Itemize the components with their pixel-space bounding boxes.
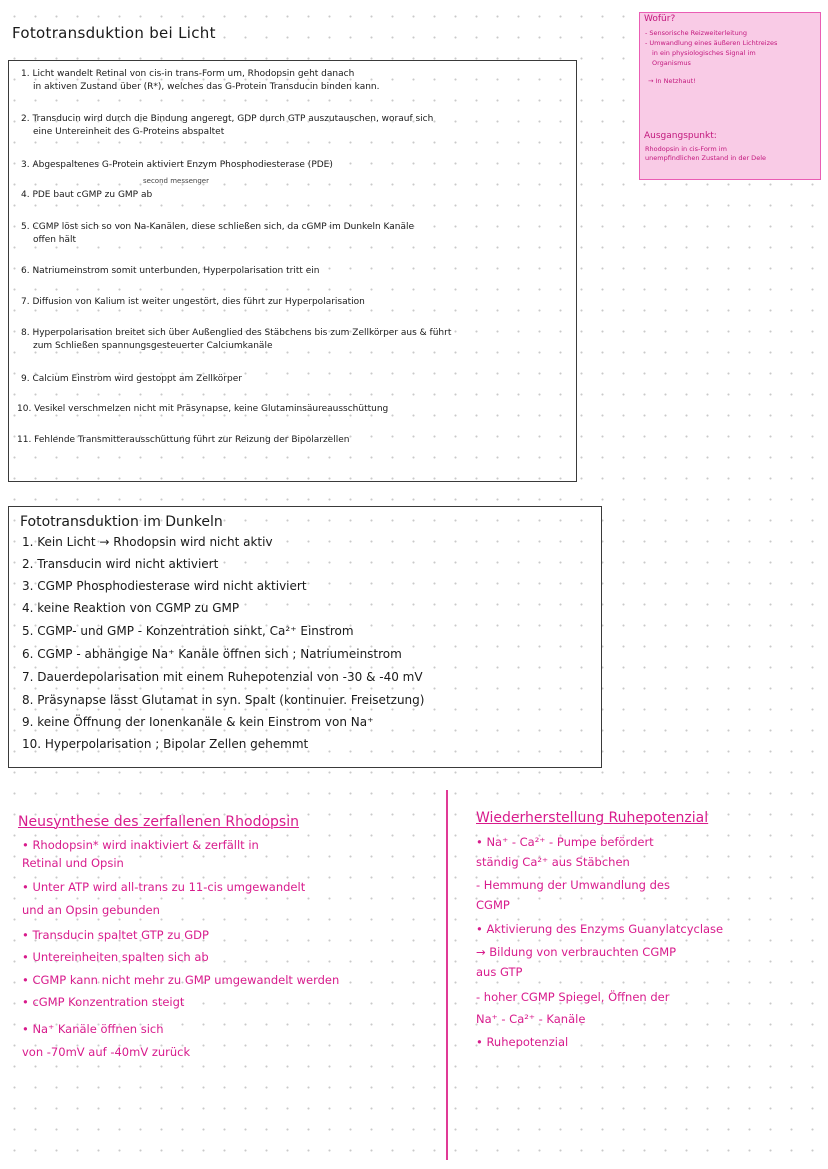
resting-potential-line: → Bildung von verbrauchten CGMP (476, 945, 677, 959)
resting-potential-line: aus GTP (476, 965, 523, 979)
location-note: → In Netzhaut! (648, 77, 696, 85)
dark-step-1: 1. Kein Licht → Rhodopsin wird nicht aktiv (22, 535, 273, 549)
light-step-8: 8. Hyperpolarisation breitet sich über Außenglied des Stäbchens bis zum Zellkörper aus & führt zum Schließen spannungsgesteuerter Calciumkanäle (21, 328, 452, 351)
dark-step-2: 2. Transducin wird nicht aktiviert (22, 557, 219, 571)
resting-potential-line: - Hemmung der Umwandlung des (476, 878, 670, 892)
starting-point-line: Rhodopsin in cis-Form im (645, 145, 727, 153)
resynthesis-line: • CGMP kann nicht mehr zu GMP umgewandelt werden (22, 973, 340, 987)
starting-point-line: unempfindlichen Zustand in der Dele (645, 154, 766, 162)
resynthesis-line: • cGMP Konzentration steigt (22, 995, 185, 1009)
light-step-9: 9. Calcium Einstrom wird gestoppt am Zellkörper (21, 374, 242, 384)
resting-potential-line: ständig Ca²⁺ aus Stäbchen (476, 855, 630, 869)
resynthesis-line: • Untereinheiten spalten sich ab (22, 950, 209, 964)
resting-potential-line: • Aktivierung des Enzyms Guanylatcyclase (476, 922, 724, 936)
dark-step-4: 4. keine Reaktion von CGMP zu GMP (22, 601, 240, 615)
dark-step-6: 6. CGMP - abhängige Na⁺ Kanäle öffnen sich ; Natriumeinstrom (22, 647, 402, 661)
dark-step-8: 8. Präsynapse lässt Glutamat in syn. Spalt (kontinuier. Freisetzung) (22, 693, 425, 707)
resting-potential-line: • Na⁺ - Ca²⁺ - Pumpe befördert (476, 835, 654, 849)
resynthesis-line: Retinal und Opsin (22, 856, 124, 870)
light-step-7: 7. Diffusion von Kalium ist weiter ungestört, dies führt zur Hyperpolarisation (21, 297, 365, 307)
light-section-title: Fototransduktion bei Licht (12, 24, 216, 42)
light-steps-box (8, 60, 577, 482)
dark-step-9: 9. keine Öffnung der Ionenkanäle & kein Einstrom von Na⁺ (22, 715, 374, 729)
purpose-line: in ein physiologisches Signal im (652, 49, 756, 57)
resynthesis-title: Neusynthese des zerfallenen Rhodopsin (18, 814, 299, 830)
resting-potential-line: CGMP (476, 898, 510, 912)
resynthesis-line: • Transducin spaltet GTP zu GDP (22, 928, 209, 942)
resting-potential-line: • Ruhepotenzial (476, 1035, 569, 1049)
light-step-11: 11. Fehlende Transmitterausschüttung führt zur Reizung der Bipolarzellen (17, 435, 350, 445)
purpose-line: Organismus (652, 59, 691, 67)
dark-step-3: 3. CGMP Phosphodiesterase wird nicht aktiviert (22, 579, 307, 593)
resynthesis-line: und an Opsin gebunden (22, 903, 160, 917)
light-step-5: 5. CGMP löst sich so von Na-Kanälen, diese schließen sich, da cGMP im Dunkeln Kanäle offen hält (21, 222, 415, 245)
light-step-10: 10. Vesikel verschmelzen nicht mit Präsynapse, keine Glutaminsäureausschüttung (17, 404, 389, 414)
purpose-line: - Sensorische Reizweiterleitung (645, 29, 747, 37)
light-step-2: 2. Transducin wird durch die Bindung angeregt, GDP durch GTP auszutauschen, worauf sich eine Untereinheit des G-Proteins abspaltet (21, 114, 434, 137)
starting-point-heading: Ausgangspunkt: (644, 131, 717, 141)
column-divider (446, 790, 448, 1160)
resynthesis-line: • Rhodopsin* wird inaktiviert & zerfällt in (22, 838, 259, 852)
resting-potential-line: Na⁺ - Ca²⁺ - Kanäle (476, 1012, 586, 1026)
dark-section-title: Fototransduktion im Dunkeln (20, 514, 223, 530)
second-messenger-annotation: second messenger (143, 177, 209, 185)
light-step-4: 4. PDE baut cGMP zu GMP ab (21, 190, 153, 200)
light-step-1: 1. Licht wandelt Retinal von cis-in trans-Form um, Rhodopsin geht danach in aktiven Zustand über (R*), welches das G-Protein Transducin binden kann. (21, 69, 380, 92)
light-step-3: 3. Abgespaltenes G-Protein aktiviert Enzym Phosphodiesterase (PDE) (21, 160, 333, 170)
dark-step-5: 5. CGMP- und GMP - Konzentration sinkt, Ca²⁺ Einstrom (22, 624, 354, 638)
resting-potential-line: - hoher CGMP Spiegel, Öffnen der (476, 990, 670, 1004)
resynthesis-line: • Unter ATP wird all-trans zu 11-cis umgewandelt (22, 880, 306, 894)
resynthesis-line: • Na⁺ Kanäle öffnen sich (22, 1022, 164, 1036)
resynthesis-line: von -70mV auf -40mV zurück (22, 1045, 191, 1059)
purpose-line: - Umwandlung eines äußeren Lichtreizes (645, 39, 778, 47)
purpose-note-box (639, 12, 821, 180)
light-step-6: 6. Natriumeinstrom somit unterbunden, Hyperpolarisation tritt ein (21, 266, 320, 276)
dark-step-7: 7. Dauerdepolarisation mit einem Ruhepotenzial von -30 & -40 mV (22, 670, 423, 684)
resting-potential-title: Wiederherstellung Ruhepotenzial (476, 810, 709, 826)
dark-step-10: 10. Hyperpolarisation ; Bipolar Zellen gehemmt (22, 737, 309, 751)
purpose-heading: Wofür? (644, 14, 676, 24)
